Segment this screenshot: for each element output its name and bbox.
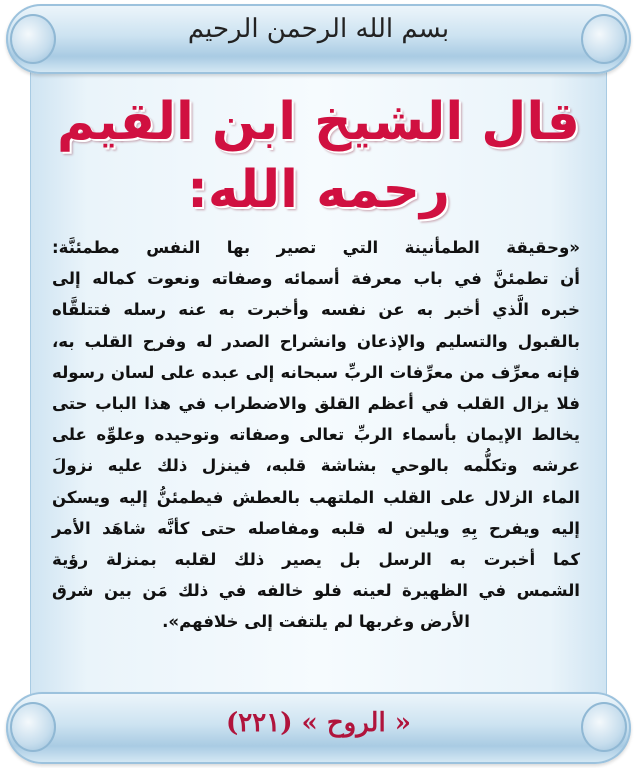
quote-line: عرشه وتكلُّمه بالوحي بشاشة قلبه، فينزل ذلك عليه نزولَ <box>52 456 580 476</box>
page-subtitle: رحمه الله: <box>187 160 450 220</box>
quote-text <box>52 232 580 638</box>
basmala: بسم الله الرحمن الرحيم <box>187 14 450 44</box>
quote-line: الأرض وغربها لم يلتفت إلى خلافهم». <box>162 612 470 632</box>
source-reference: « الروح » (٢٢١) <box>225 708 411 738</box>
quote-line: كما أخبرت به الرسل بل يصير ذلك لقلبه بمنزلة رؤية <box>52 550 580 570</box>
quote-line: إليه ويفرح بِهِ ويلين له قلبه ومفاصله حتى كأنَّه شاهَد الأمر <box>52 518 580 538</box>
quote-line: بالقبول والتسليم والإذعان وانشراح الصدر له وفرح القلب به، <box>52 331 580 351</box>
quote-line: أن تطمئنَّ في باب معرفة أسمائه وصفاته ونعوت كماله إلى <box>52 269 580 289</box>
quote-line: فلا يزال القلب في أعظم القلق والاضطراب في هذا الباب حتى <box>52 394 580 414</box>
quote-line: يخالط الإيمان بأسماء الربِّ تعالى وصفاته وتوحيده وعلوِّه على <box>52 425 580 445</box>
quote-line: الشمس في الظهيرة لعينه فلو خالفه في ذلك مَن بين شرق <box>52 581 580 601</box>
page-title: قال الشيخ ابن القيم <box>57 92 580 152</box>
quote-line: خبره الَّذي أخبر به عن نفسه وأخبرت به عنه رسله فتتلقَّاه <box>52 300 580 320</box>
quote-line: فإنه معرِّف من معرِّفات الربِّ سبحانه إلى عبده على لسان رسوله <box>52 362 580 382</box>
quote-line: «وحقيقة الطمأنينة التي تصير بها النفس مطمئنَّة: <box>52 238 580 257</box>
quote-line: الماء الزلال على القلب الملتهب بالعطش فيطمئنُّ إليه ويسكن <box>52 487 580 507</box>
